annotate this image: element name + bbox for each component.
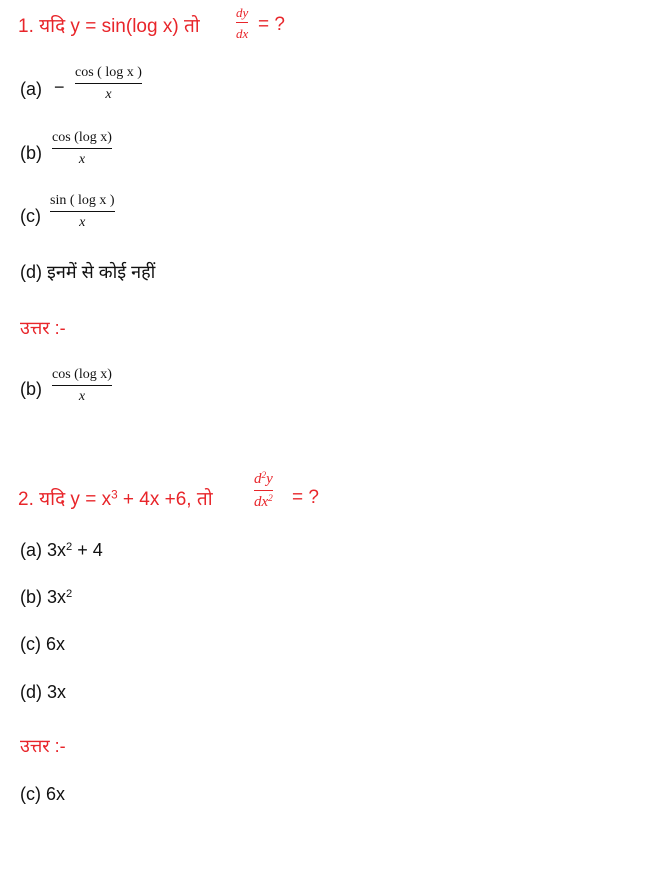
fraction-denominator: x: [79, 215, 86, 230]
fraction-bar: [75, 83, 142, 84]
option-d-text: इनमें से कोई नहीं: [47, 262, 156, 282]
question-1-suffix: = ?: [258, 14, 285, 35]
answer-1-heading: उत्तर :-: [20, 318, 66, 338]
question-2-suffix: = ?: [292, 487, 319, 508]
option-a-label: (a): [20, 79, 42, 99]
q2-option-d: (d) 3x: [20, 682, 67, 702]
question-1-derivative: [236, 6, 248, 40]
fraction-bar: [254, 490, 273, 491]
q2-option-a: (a) $3x^2 + 4$: [20, 540, 103, 560]
option-a-sign: −: [54, 77, 65, 97]
option-b-fraction: [52, 131, 112, 167]
fraction-numerator: dy: [236, 5, 249, 20]
question-2-exponent: 3: [111, 488, 118, 502]
fraction-denominator: dx: [236, 26, 249, 41]
question-2-derivative: [254, 472, 273, 510]
fraction-bar: [52, 148, 112, 149]
option-c-fraction: [50, 194, 115, 230]
answer-1-label: (b): [20, 379, 42, 399]
q2-option-b: (b) $3x^2$: [20, 587, 73, 607]
fraction-denominator: x: [105, 87, 112, 102]
fraction-numerator: cos (log x): [52, 130, 112, 145]
answer-1-fraction: [52, 368, 112, 404]
fraction-bar: [50, 211, 115, 212]
question-1: [18, 12, 200, 38]
option-a-fraction: [75, 66, 142, 102]
fraction-numerator: $d^2y$: [254, 470, 273, 487]
answer-2: (c) 6x: [20, 784, 65, 804]
question-1-text: 1. यदि y = sin(log x) तो: [18, 16, 200, 37]
fraction-numerator: sin ( log x ): [50, 193, 115, 208]
question-2-text-b: + 4x +6, तो: [117, 489, 213, 510]
option-d: [20, 260, 155, 284]
fraction-denominator: x: [78, 152, 86, 167]
answer-2-heading: उत्तर :-: [20, 736, 66, 756]
option-c-label: (c): [20, 206, 41, 226]
question-2: [18, 485, 213, 511]
fraction-numerator: cos ( log x ): [75, 65, 142, 80]
option-b-label: (b): [20, 143, 42, 163]
fraction-denominator: $dx^2$: [254, 493, 273, 510]
q2-option-c: (c) 6x: [20, 634, 66, 654]
fraction-denominator: x: [78, 389, 86, 404]
fraction-bar: [52, 385, 112, 386]
question-2-text-a: 2. यदि y = x: [18, 489, 112, 510]
option-d-label: (d): [20, 262, 42, 282]
fraction-numerator: cos (log x): [52, 367, 112, 382]
fraction-bar: [236, 22, 248, 23]
